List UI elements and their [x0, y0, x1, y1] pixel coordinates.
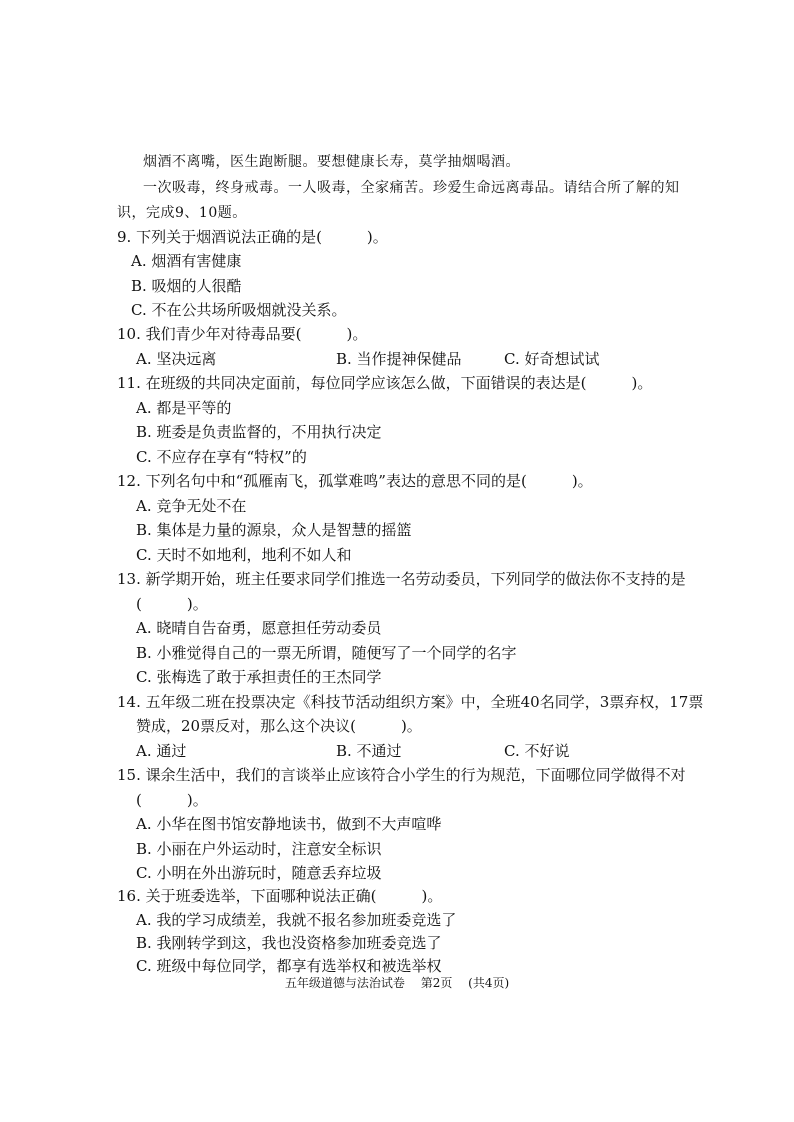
- question-12-option-c: C. 天时不如地利，地利不如人和: [136, 546, 352, 564]
- intro-line-1: 烟酒不离嘴，医生跑断腿。要想健康长寿，莫学抽烟喝酒。: [143, 154, 520, 170]
- question-13-option-a: A. 晓晴自告奋勇，愿意担任劳动委员: [136, 619, 382, 637]
- question-15-stem-2: ( )。: [136, 791, 208, 809]
- footer-page-number: 第2页: [420, 976, 453, 990]
- intro-line-2: 一次吸毒，终身戒毒。一人吸毒，全家痛苦。珍爱生命远离毒品。请结合所了解的知: [143, 180, 680, 196]
- question-10-option-b: B. 当作提神保健品: [336, 350, 462, 368]
- question-12-option-b: B. 集体是力量的源泉，众人是智慧的摇篮: [136, 521, 412, 539]
- question-15-option-c: C. 小明在外出游玩时，随意丢弃垃圾: [136, 864, 382, 882]
- question-11-option-b: B. 班委是负责监督的，不用执行决定: [136, 423, 382, 441]
- question-13-stem-1: 13. 新学期开始，班主任要求同学们推选一名劳动委员，下列同学的做法你不支持的是: [117, 570, 686, 588]
- question-13-option-b: B. 小雅觉得自己的一票无所谓，随便写了一个同学的名字: [136, 644, 517, 662]
- question-16-option-a: A. 我的学习成绩差，我就不报名参加班委竞选了: [136, 911, 457, 929]
- question-10-stem: 10. 我们青少年对待毒品要( )。: [117, 325, 368, 343]
- question-16-option-c: C. 班级中每位同学，都享有选举权和被选举权: [136, 957, 442, 975]
- question-14-stem-1: 14. 五年级二班在投票决定《科技节活动组织方案》中，全班40名同学，3票弃权，17票: [117, 693, 704, 711]
- question-16-stem: 16. 关于班委选举，下面哪种说法正确( )。: [117, 887, 443, 905]
- question-14-stem-2: 赞成，20票反对，那么这个决议( )。: [136, 717, 422, 735]
- question-13-option-c: C. 张梅选了敢于承担责任的王杰同学: [136, 668, 382, 686]
- question-9-option-b: B. 吸烟的人很酷: [131, 277, 242, 295]
- question-10-option-c: C. 好奇想试试: [504, 350, 600, 368]
- question-12-option-a: A. 竞争无处不在: [136, 497, 247, 515]
- question-11-option-c: C. 不应存在享有“特权”的: [136, 448, 307, 466]
- question-10-option-a: A. 坚决远离: [136, 350, 217, 368]
- question-15-option-b: B. 小丽在户外运动时，注意安全标识: [136, 840, 382, 858]
- question-10-options: [0, 349, 794, 369]
- question-14-option-b: B. 不通过: [336, 742, 402, 760]
- question-14-options: [0, 741, 794, 761]
- question-9-option-a: A. 烟酒有害健康: [131, 252, 242, 270]
- question-12-stem: 12. 下列名句中和“孤雁南飞，孤掌难鸣”表达的意思不同的是( )。: [117, 472, 593, 490]
- question-11-option-a: A. 都是平等的: [136, 399, 232, 417]
- question-14-option-a: A. 通过: [136, 742, 187, 760]
- question-9-option-c: C. 不在公共场所吸烟就没关系。: [131, 301, 347, 319]
- question-9-stem: 9. 下列关于烟酒说法正确的是( )。: [117, 228, 388, 246]
- footer-total-pages: (共4页): [468, 976, 510, 990]
- question-15-stem-1: 15. 课余生活中，我们的言谈举止应该符合小学生的行为规范，下面哪位同学做得不对: [117, 766, 686, 784]
- question-11-stem: 11. 在班级的共同决定面前，每位同学应该怎么做，下面错误的表达是( )。: [117, 374, 653, 392]
- question-14-option-c: C. 不好说: [504, 742, 570, 760]
- question-16-option-b: B. 我刚转学到这，我也没资格参加班委竞选了: [136, 934, 442, 952]
- intro-line-3: 识，完成9、10题。: [117, 205, 247, 221]
- page-footer: [0, 974, 794, 991]
- question-13-stem-2: ( )。: [136, 595, 208, 613]
- question-15-option-a: A. 小华在图书馆安静地读书，做到不大声喧哗: [136, 815, 442, 833]
- footer-title: 五年级道德与法治试卷: [284, 976, 405, 990]
